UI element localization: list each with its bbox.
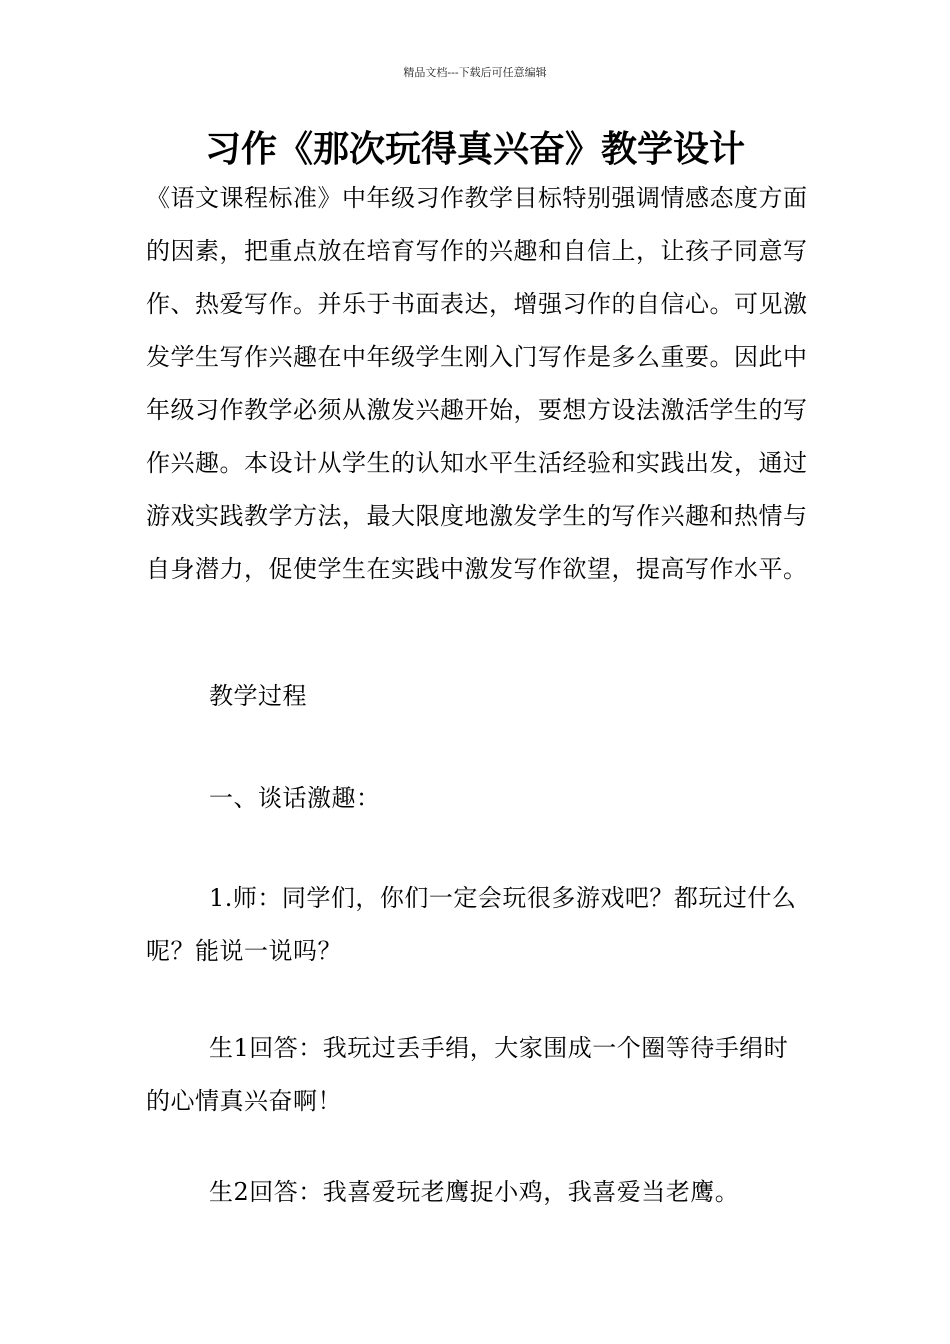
student-one-answer-paragraph: 生1回答：我玩过丢手绢，大家围成一个圈等待手绢时的心情真兴奋啊！: [146, 1034, 789, 1115]
header-note: 精品文档---下载后可任意编辑: [403, 66, 547, 79]
section-heading-teaching-process: 教学过程: [209, 682, 307, 710]
intro-paragraph: 《语文课程标准》中年级习作教学目标特别强调情感态度方面的因素，把重点放在培育写作的兴趣和自信上，让孩子同意写作、热爱写作。并乐于书面表达，增强习作的自信心。可见激发学生写作兴趣在中年级学生刚入门写作是多么重要。因此中年级习作教学必须从激发兴趣开始，要想方设法激活学生的写作兴趣。本设计从学生的认知水平生活经验和实践出发，通过游戏实践教学方法，最大限度地激发学生的写作兴趣和热情与自身潜力，促使学生在实践中激发写作欲望，提高写作水平。: [146, 184, 808, 583]
document-title: 习作《那次玩得真兴奋》教学设计: [204, 129, 745, 170]
student-two-answer-paragraph: 生2回答：我喜爱玩老鹰捉小鸡，我喜爱当老鹰。: [209, 1178, 740, 1206]
section-heading-step-one: 一、谈话激趣：: [209, 784, 381, 812]
teacher-question-paragraph: 1.师：同学们，你们一定会玩很多游戏吧？都玩过什么呢？能说一说吗？: [146, 884, 797, 965]
